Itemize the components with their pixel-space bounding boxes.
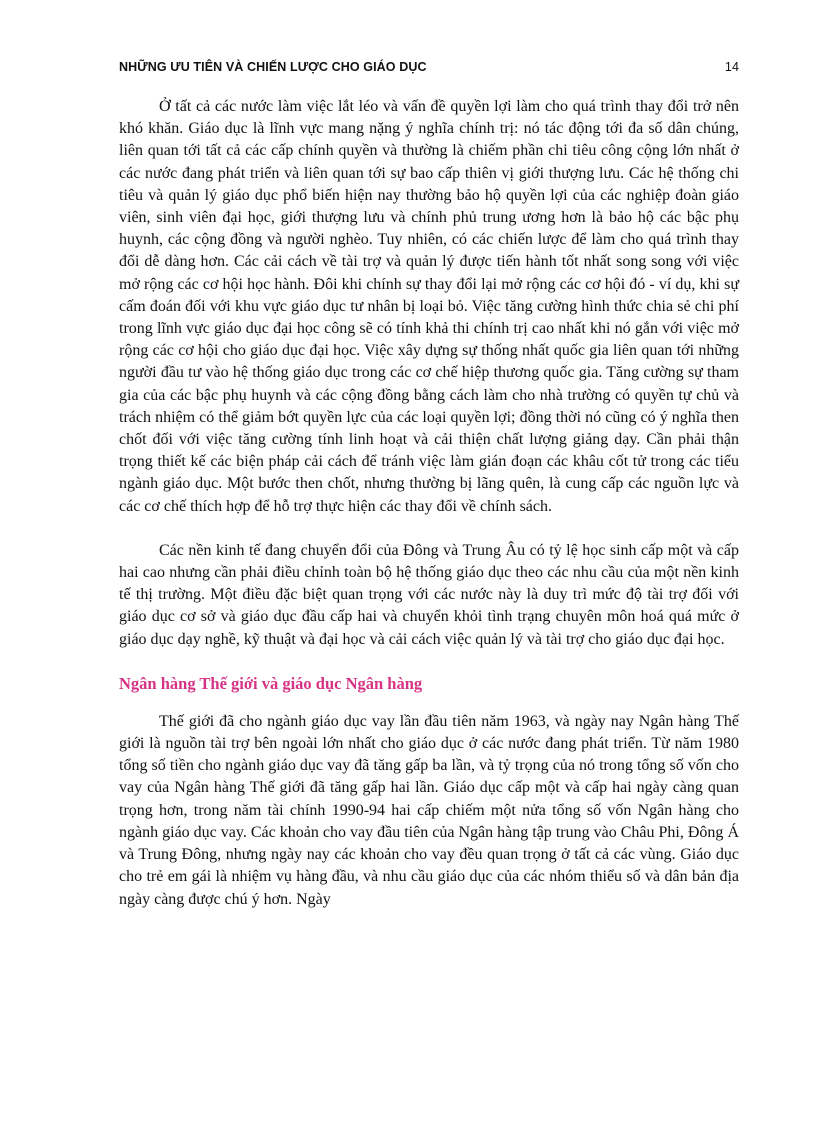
running-header-title: NHỮNG ƯU TIÊN VÀ CHIẾN LƯỢC CHO GIÁO DỤC <box>119 60 427 74</box>
document-body <box>119 96 739 933</box>
running-header <box>119 58 739 80</box>
page-number: 14 <box>724 60 739 74</box>
body-paragraph: Ở tất cả các nước làm việc lắt léo và vấn đề quyền lợi làm cho quá trình thay đổi trở nên khó khăn. Giáo dục là lĩnh vực mang nặng ý nghĩa chính trị: nó tác động tới đa số dân chúng, liên quan tới tất cả các cấp chính quyền và thường là chiếm phần chi tiêu công cộng lớn nhất ở các nước đang phát triển và liên quan tới sự bao cấp thiên vị giới thượng lưu. Các hệ thống chi tiêu và quản lý giáo dục phổ biến hiện nay thường bảo hộ quyền lợi của các nghiệp đoàn giáo viên, sinh viên đại học, giới thượng lưu và chính phủ trung ương hơn là bảo hộ các bậc phụ huynh, các cộng đồng và người nghèo. Tuy nhiên, có các chiến lược để làm cho quá trình thay đổi dễ dàng hơn. Các cải cách về tài trợ và quản lý được tiến hành tốt nhất song song với việc mở rộng các cơ hội học hành. Đôi khi chính sự thay đổi lại mở rộng các cơ hội đó - ví dụ, khi sự cấm đoán đối với khu vực giáo dục tư nhân bị loại bỏ. Việc tăng cường hình thức chia sẻ chi phí trong lĩnh vực giáo dục đại học công sẽ có tính khả thi chính trị cao nhất khi nó gắn với việc mở rộng các cơ hội cho giáo dục đại học. Việc xây dựng sự thống nhất quốc gia liên quan tới những người đầu tư vào hệ thống giáo dục trong các cơ chế hiệp thương quốc gia. Tăng cường sự tham gia của các bậc phụ huynh và các cộng đồng bằng cách làm cho nhà trường có quyền tự chủ và trách nhiệm có thể giảm bớt quyền lực của các loại quyền lợi; đồng thời nó cũng có ý nghĩa then chốt đối với việc tăng cường tính linh hoạt và cải thiện chất lượng giảng dạy. Cần phải thận trọng thiết kế các biện pháp cải cách để tránh việc làm gián đoạn các khâu cốt tử trong các tiểu ngành giáo dục. Một bước then chốt, nhưng thường bị lãng quên, là cung cấp các nguồn lực và các cơ chế thích hợp để hỗ trợ thực hiện các thay đổi về chính sách. <box>119 98 739 515</box>
section-heading: Ngân hàng Thế giới và giáo dục Ngân hàng <box>119 673 423 693</box>
body-paragraph: Các nền kinh tế đang chuyển đổi của Đông và Trung Âu có tỷ lệ học sinh cấp một và cấp hai cao nhưng cần phải điều chỉnh toàn bộ hệ thống giáo dục theo các nhu cầu của một nền kinh tế thị trường. Một điều đặc biệt quan trọng với các nước này là duy trì mức độ tài trợ đối với giáo dục cơ sở và giáo dục đầu cấp hai và chuyển khỏi tình trạng chuyên môn hoá quá mức ở giáo dục dạy nghề, kỹ thuật và đại học và cải cách việc quản lý và tài trợ cho giáo dục đại học. <box>119 541 739 648</box>
body-paragraph: Thế giới đã cho ngành giáo dục vay lần đầu tiên năm 1963, và ngày nay Ngân hàng Thế giới là nguồn tài trợ bên ngoài lớn nhất cho giáo dục ở các nước đang phát triển. Từ năm 1980 tổng số tiền cho ngành giáo dục vay đã tăng gấp ba lần, và tỷ trọng của nó trong tổng số vốn cho vay của Ngân hàng Thế giới đã tăng gấp hai lần. Giáo dục cấp một và cấp hai ngày càng quan trọng hơn, trong năm tài chính 1990-94 hai cấp chiếm một nửa tổng số vốn Ngân hàng cho ngành giáo dục vay. Các khoản cho vay đầu tiên của Ngân hàng tập trung vào Châu Phi, Đông Á và Trung Đông, nhưng ngày nay các khoản cho vay đều quan trọng ở tất cả các vùng. Giáo dục cho trẻ em gái là nhiệm vụ hàng đầu, và nhu cầu giáo dục của các nhóm thiểu số và dân bản địa ngày càng được chú ý hơn. Ngày <box>119 712 739 908</box>
